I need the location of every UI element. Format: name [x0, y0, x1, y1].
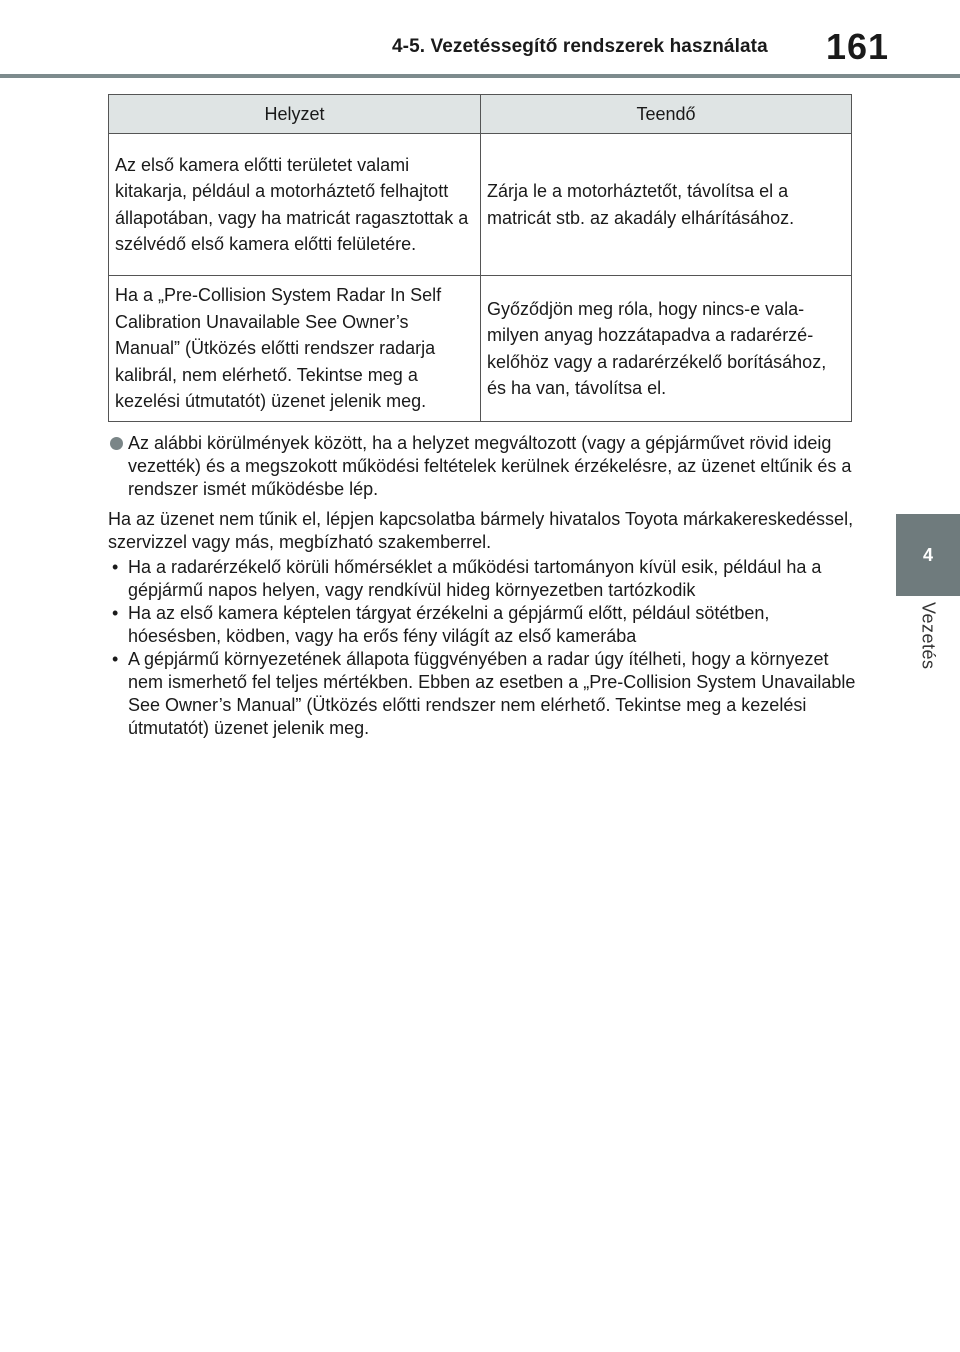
column-header-action: Teendő — [481, 95, 852, 134]
condition-list — [108, 556, 856, 740]
situation-cell: Az első kamera előtti területet valami kitakarja, például a motorháztető felhajtott állapotában, vagy ha matricát ragasztottak a szélvédő első kamera előtti felületére. — [109, 134, 481, 276]
body-paragraph: Ha az üzenet nem tűnik el, lépjen kapcsolatba bármely hivatalos Toyota márkakereskedéssel, szervizzel vagy más, megbízható szakemberrel. — [108, 509, 854, 552]
table-row — [109, 134, 852, 276]
situation-cell: Ha a „Pre-Collision System Radar In Self Calibration Unavailable See Owner’s Manual” (Ütközés előtti rendszer radarja kalibrál, nem elérhető. Tekintse meg a kezelési útmutatót) üzenet jelenik meg. — [109, 276, 481, 422]
page-number: 161 — [826, 26, 890, 67]
action-cell: Győződjön meg róla, hogy nincs-e valamilyen anyag hozzátapadva a radarérzékelőhöz vagy a radarérzékelő borításához, és ha van, távolítsa el. — [481, 276, 852, 422]
list-item — [108, 556, 856, 602]
chapter-label: Vezetés — [918, 602, 939, 670]
column-header-situation: Helyzet — [109, 95, 481, 134]
header-divider — [0, 74, 960, 78]
section-title: 4-5. Vezetéssegítő rendszerek használata — [392, 36, 768, 57]
list-item-text: Ha az első kamera képtelen tárgyat érzékelni a gépjármű előtt, például sötétben, hóesésben, ködben, vagy ha erős fény világít az első kamerába — [128, 603, 770, 646]
table-row — [109, 276, 852, 422]
action-cell: Zárja le a motorháztetőt, távolítsa el a matricát stb. az akadály elhárításához. — [481, 134, 852, 276]
chapter-number: 4 — [922, 544, 933, 565]
table-header-row — [109, 95, 852, 134]
bullet-note-text: Az alábbi körülmények között, ha a helyzet megváltozott (vagy a gépjárművet rövid ideig vezették) és a megszokott működési feltételek kerülnek érzékelésre, az üzenet eltűnik és a rendszer ismét működésbe lép. — [128, 433, 852, 499]
list-item — [108, 602, 856, 648]
list-marker: • — [112, 557, 119, 577]
list-item — [108, 648, 856, 740]
bullet-note — [108, 432, 856, 501]
situation-action-table — [108, 94, 852, 422]
chapter-tab — [896, 514, 960, 596]
list-marker: • — [112, 649, 119, 669]
list-marker: • — [112, 603, 119, 623]
list-item-text: Ha a radarérzékelő körüli hőmérséklet a működési tartományon kívül esik, például ha a gépjármű napos helyen, vagy rendkívül hideg környezetben tartózkodik — [128, 557, 822, 600]
bullet-circle-icon — [110, 437, 123, 450]
list-item-text: A gépjármű környezetének állapota függvényében a radar úgy ítélheti, hogy a környezet nem ismerhető fel teljes mértékben. Ebben az esetben a „Pre-Collision System Unavailable See Owner’s Manual” (Ütközés előtti rendszer nem elérhető. Tekintse meg a kezelési útmutatót) üzenet jelenik meg. — [128, 649, 856, 738]
